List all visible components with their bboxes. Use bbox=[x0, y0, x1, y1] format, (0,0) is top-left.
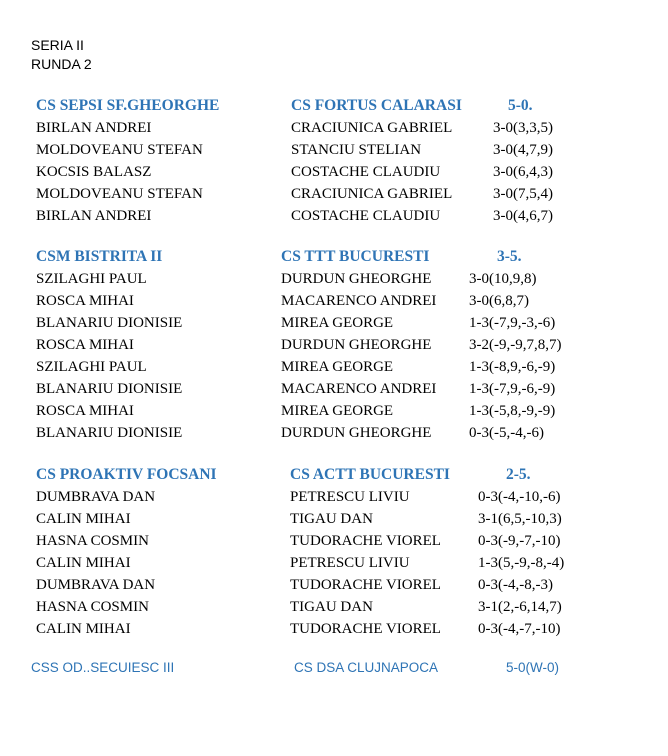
round-label: RUNDA 2 bbox=[31, 56, 92, 72]
game-result: 0-3(-4,-7,-10) bbox=[478, 621, 561, 637]
match-score: 5-0(W-0) bbox=[506, 660, 560, 675]
game-result: 3-0(3,3,5) bbox=[493, 120, 553, 136]
game-result: 3-1(6,5,-10,3) bbox=[478, 511, 562, 527]
game-row bbox=[0, 596, 668, 618]
game-row bbox=[0, 508, 668, 530]
game-row bbox=[0, 268, 668, 290]
game-result: 3-0(7,5,4) bbox=[493, 186, 553, 202]
game-row bbox=[0, 290, 668, 312]
game-result: 1-3(-8,9,-6,-9) bbox=[469, 359, 556, 375]
match-score: 3-5. bbox=[497, 248, 522, 265]
game-result: 1-3(-7,9,-3,-6) bbox=[469, 315, 556, 331]
game-result: 3-0(4,6,7) bbox=[493, 208, 553, 224]
match-score: 2-5. bbox=[506, 466, 531, 483]
home-team: CSS OD..SECUIESC III bbox=[31, 660, 175, 675]
game-row bbox=[0, 574, 668, 596]
match-block bbox=[0, 464, 668, 640]
game-result: 0-3(-4,-10,-6) bbox=[478, 489, 561, 505]
game-result: 1-3(5,-9,-8,-4) bbox=[478, 555, 565, 571]
game-result: 3-2(-9,-9,7,8,7) bbox=[469, 337, 562, 353]
away-player: TUDORACHE VIOREL bbox=[290, 533, 441, 549]
game-result: 3-0(4,7,9) bbox=[493, 142, 553, 158]
game-row bbox=[0, 618, 668, 640]
game-row bbox=[0, 139, 668, 161]
away-player: MACARENCO ANDREI bbox=[281, 381, 437, 397]
game-result: 1-3(-5,8,-9,-9) bbox=[469, 403, 556, 419]
home-player: MOLDOVEANU STEFAN bbox=[36, 142, 203, 158]
away-player: COSTACHE CLAUDIU bbox=[291, 208, 441, 224]
game-result: 1-3(-7,9,-6,-9) bbox=[469, 381, 556, 397]
away-player: MIREA GEORGE bbox=[281, 315, 394, 331]
home-team: CS PROAKTIV FOCSANI bbox=[36, 466, 217, 483]
match-block bbox=[0, 246, 668, 444]
home-team: CS SEPSI SF.GHEORGHE bbox=[36, 97, 220, 114]
home-player: BIRLAN ANDREI bbox=[36, 208, 152, 224]
game-result: 3-0(6,8,7) bbox=[469, 293, 529, 309]
home-player: CALIN MIHAI bbox=[36, 511, 131, 527]
home-player: BIRLAN ANDREI bbox=[36, 120, 152, 136]
away-player: MIREA GEORGE bbox=[281, 403, 394, 419]
home-player: DUMBRAVA DAN bbox=[36, 577, 156, 593]
home-team: CSM BISTRITA II bbox=[36, 248, 163, 265]
home-player: HASNA COSMIN bbox=[36, 599, 149, 615]
game-row bbox=[0, 400, 668, 422]
game-row bbox=[0, 334, 668, 356]
away-player: MIREA GEORGE bbox=[281, 359, 394, 375]
game-result: 0-3(-9,-7,-10) bbox=[478, 533, 561, 549]
away-team: CS DSA CLUJNAPOCA bbox=[294, 660, 439, 675]
game-result: 3-0(10,9,8) bbox=[469, 271, 537, 287]
game-row bbox=[0, 486, 668, 508]
home-player: BLANARIU DIONISIE bbox=[36, 381, 183, 397]
match-score: 5-0. bbox=[508, 97, 533, 114]
game-row bbox=[0, 530, 668, 552]
away-player: CRACIUNICA GABRIEL bbox=[291, 186, 453, 202]
away-player: TIGAU DAN bbox=[290, 511, 373, 527]
away-player: TUDORACHE VIOREL bbox=[290, 621, 441, 637]
home-player: SZILAGHI PAUL bbox=[36, 359, 147, 375]
home-player: ROSCA MIHAI bbox=[36, 403, 134, 419]
away-player: PETRESCU LIVIU bbox=[290, 555, 410, 571]
home-player: KOCSIS BALASZ bbox=[36, 164, 152, 180]
game-result: 0-3(-4,-8,-3) bbox=[478, 577, 553, 593]
home-player: BLANARIU DIONISIE bbox=[36, 315, 183, 331]
game-result: 3-1(2,-6,14,7) bbox=[478, 599, 562, 615]
home-player: MOLDOVEANU STEFAN bbox=[36, 186, 203, 202]
game-row bbox=[0, 205, 668, 227]
away-player: TIGAU DAN bbox=[290, 599, 373, 615]
match-block bbox=[0, 95, 668, 227]
game-row bbox=[0, 183, 668, 205]
away-player: STANCIU STELIAN bbox=[291, 142, 422, 158]
home-player: DUMBRAVA DAN bbox=[36, 489, 156, 505]
away-player: DURDUN GHEORGHE bbox=[281, 425, 432, 441]
game-result: 0-3(-5,-4,-6) bbox=[469, 425, 544, 441]
match-title-row bbox=[0, 95, 668, 117]
away-team: CS FORTUS CALARASI bbox=[291, 97, 462, 114]
away-player: MACARENCO ANDREI bbox=[281, 293, 437, 309]
away-player: TUDORACHE VIOREL bbox=[290, 577, 441, 593]
game-row bbox=[0, 117, 668, 139]
game-row bbox=[0, 312, 668, 334]
game-row bbox=[0, 378, 668, 400]
last-match-row bbox=[0, 660, 668, 680]
home-player: HASNA COSMIN bbox=[36, 533, 149, 549]
game-row bbox=[0, 356, 668, 378]
away-team: CS TTT BUCURESTI bbox=[281, 248, 430, 265]
game-row bbox=[0, 422, 668, 444]
away-player: DURDUN GHEORGHE bbox=[281, 337, 432, 353]
match-title-row bbox=[0, 246, 668, 268]
game-row bbox=[0, 552, 668, 574]
home-player: SZILAGHI PAUL bbox=[36, 271, 147, 287]
home-player: BLANARIU DIONISIE bbox=[36, 425, 183, 441]
game-row bbox=[0, 161, 668, 183]
away-player: PETRESCU LIVIU bbox=[290, 489, 410, 505]
home-player: CALIN MIHAI bbox=[36, 555, 131, 571]
game-result: 3-0(6,4,3) bbox=[493, 164, 553, 180]
away-team: CS ACTT BUCURESTI bbox=[290, 466, 450, 483]
home-player: CALIN MIHAI bbox=[36, 621, 131, 637]
series-label: SERIA II bbox=[31, 37, 84, 53]
home-player: ROSCA MIHAI bbox=[36, 293, 134, 309]
away-player: CRACIUNICA GABRIEL bbox=[291, 120, 453, 136]
away-player: COSTACHE CLAUDIU bbox=[291, 164, 441, 180]
match-title-row bbox=[0, 464, 668, 486]
away-player: DURDUN GHEORGHE bbox=[281, 271, 432, 287]
home-player: ROSCA MIHAI bbox=[36, 337, 134, 353]
